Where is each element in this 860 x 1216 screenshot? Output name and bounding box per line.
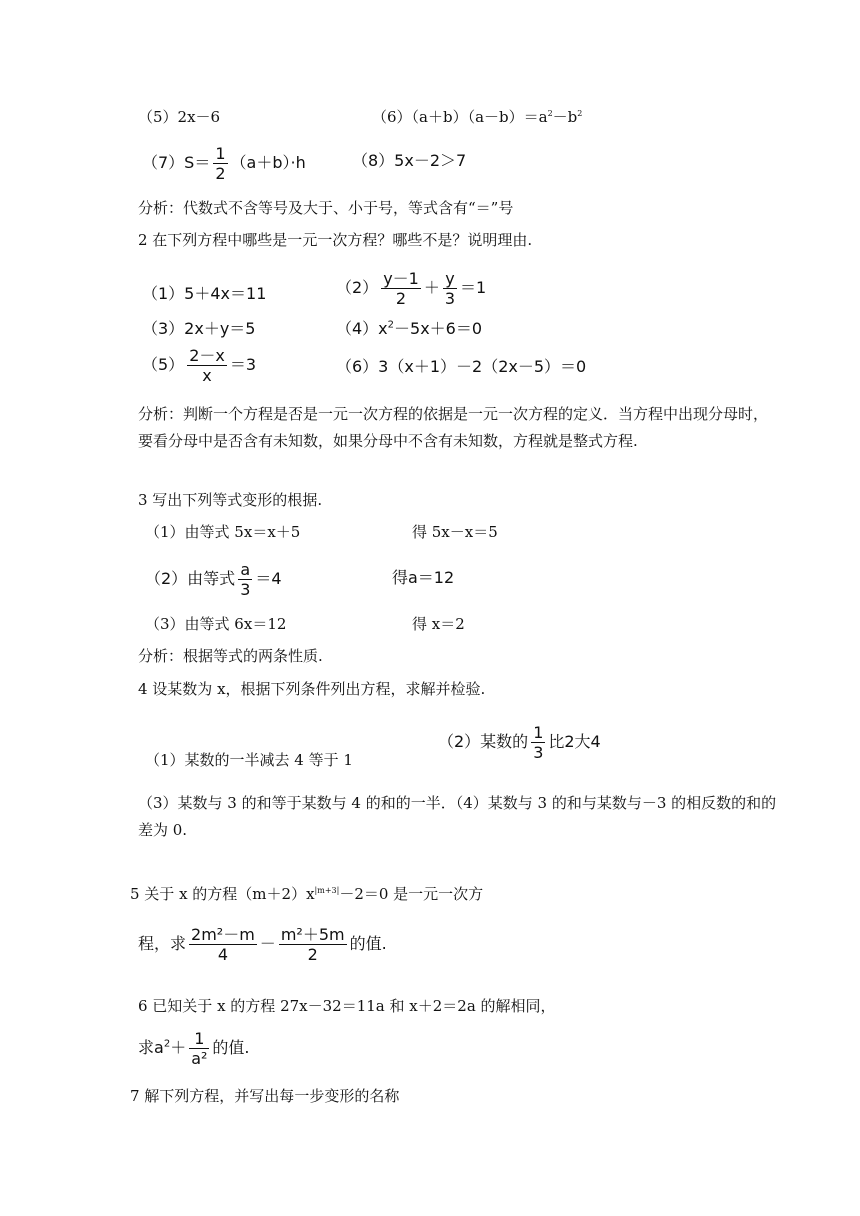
fraction: $\frac{2-x}{x}$ (189, 346, 225, 385)
q3-analysis: 分析：根据等式的两条性质. (138, 647, 323, 665)
q7-stem: 7 解下列方程，并写出每一步变形的名称 (130, 1087, 400, 1105)
q2-item-5: （5） $\frac{2-x}{x}$ ＝3 (142, 346, 257, 385)
q3-item-1: （1）由等式 5x＝x＋5 (145, 523, 301, 541)
q4-stem: 4 设某数为 x，根据下列条件列出方程，求解并检验. (138, 680, 486, 698)
q6-expression: 求$a^2+$ $\frac{1}{\text{a²}}$ 的值. (138, 1029, 250, 1068)
q2-item-2: （2） $\frac{y-1}{2}$ ＋ $\frac{y}{3}$ ＝1 (336, 269, 487, 308)
q3-item-3-result: 得 x＝2 (412, 615, 465, 633)
q4-item-2: （2）某数的 $\frac{1}{3}$ 比2大4 (438, 723, 601, 762)
q1-analysis: 分析：代数式不含等号及大于、小于号，等式含有“＝”号 (138, 199, 514, 217)
q1-item-6: $(6)(a+b)(a-b)=a^2-b^2$ (372, 108, 583, 126)
fraction: $\frac{y-1}{2}$ (383, 269, 419, 308)
q2-item-4: $(4)x^2-5x+6=0$ (336, 319, 483, 338)
q2-stem: 2 在下列方程中哪些是一元一次方程？哪些不是？说明理由. (138, 231, 533, 249)
q1-item-8: （8）5x－2＞7 (352, 151, 467, 170)
fraction: $\frac{a}{3}$ (240, 560, 251, 599)
fraction: $\frac{1}{\text{a²}}$ (191, 1029, 208, 1068)
q4-items-3-4: （3）某数与 3 的和等于某数与 4 的和的一半．（4）某数与 3 的和与某数与－3 的相反数的和的差为 0. (138, 794, 777, 839)
q6-stem: 6 已知关于 x 的方程 27x－32＝11a 和 x＋2＝2a 的解相同， (138, 997, 556, 1015)
q3-stem: 3 写出下列等式变形的根据. (138, 491, 323, 509)
q3-item-2: （2）由等式 $\frac{a}{3}$ ＝4 (145, 560, 282, 599)
q3-item-3: （3）由等式 6x＝12 (145, 615, 287, 633)
fraction: $\frac{1}{2}$ (215, 144, 226, 183)
q2-analysis: 分析：判断一个方程是否是一元一次方程的依据是一元一次方程的定义．当方程中出现分母时，要看分母中是否含有未知数，如果分母中不含有未知数，方程就是整式方程. (138, 405, 769, 450)
q1-item-5: （5）2x－6 (138, 108, 221, 126)
fraction: $\frac{\text{m²＋5m}}{2}$ (280, 925, 345, 964)
q5-expression: 程，求 $\frac{\text{2m²－m}}{4}$ － $\frac{\text{m²＋5m}}{2}$ 的值. (138, 925, 387, 964)
fraction: $\frac{\text{2m²－m}}{4}$ (191, 925, 255, 964)
fraction: $\frac{y}{3}$ (444, 269, 456, 308)
q2-item-1: （1）5＋4x＝11 (142, 284, 267, 303)
q2-item-6: （6）3（x＋1）－2（2x－5）＝0 (336, 357, 587, 376)
fraction: $\frac{1}{3}$ (533, 723, 544, 762)
q3-item-2-result: 得a＝12 (392, 568, 455, 587)
q3-item-1-result: 得 5x－x＝5 (412, 523, 498, 541)
q2-item-3: （3）2x＋y＝5 (142, 319, 256, 338)
q4-item-1: （1）某数的一半减去 4 等于 1 (145, 751, 353, 769)
q1-item-7: （7）S＝ $\frac{1}{2}$ （a＋b）·h (142, 144, 306, 183)
q5-stem: 5 关于 x 的方程$(m+2)x^{|m+3|}-2=0$ 是一元一次方 (130, 885, 484, 903)
